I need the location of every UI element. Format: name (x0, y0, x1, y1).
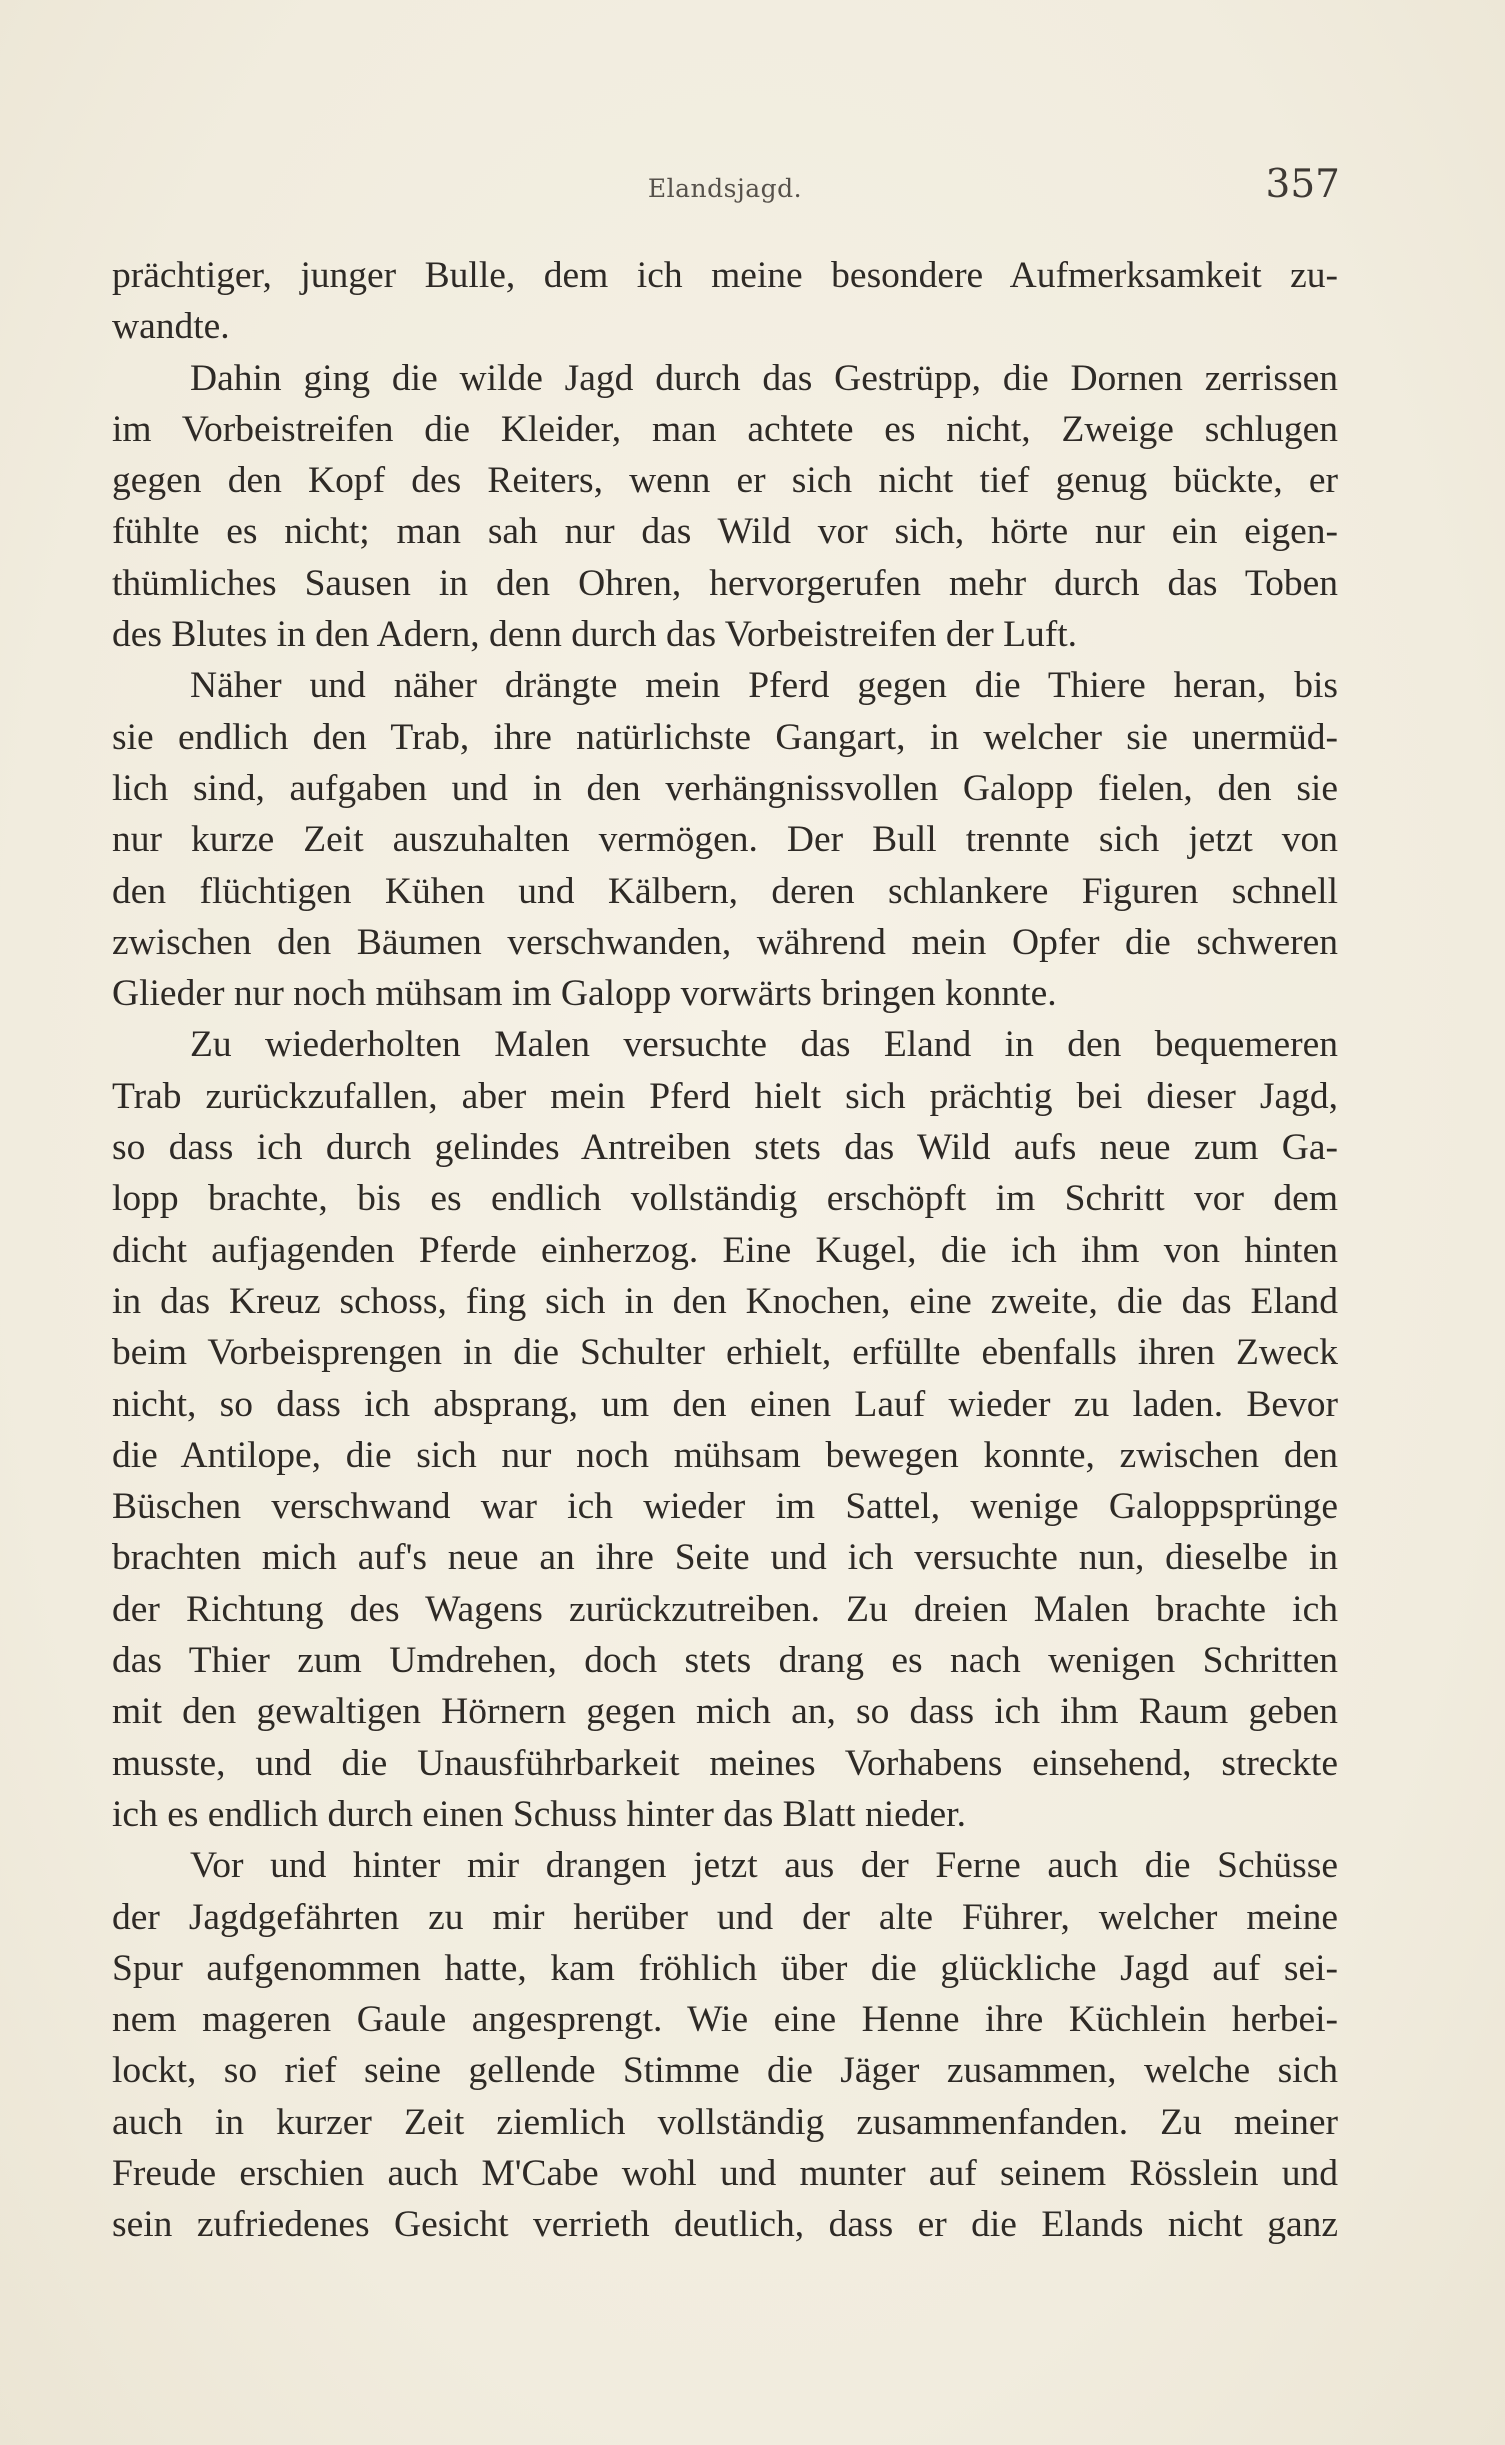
text-line: brachten mich auf's neue an ihre Seite und ich versuchte nun, dieselbe in (112, 1537, 1338, 1579)
text-line: lopp brachte, bis es endlich vollständig erschöpft im Schritt vor dem (112, 1178, 1338, 1220)
text-line: lockt, so rief seine gellende Stimme die Jäger zusammen, welche sich (112, 2050, 1338, 2092)
body-text (112, 250, 1338, 2251)
text-line: Freude erschien auch M'Cabe wohl und munter auf seinem Rösslein und (112, 2152, 1338, 2194)
text-line: Zu wiederholten Malen versuchte das Eland in den bequemeren (190, 1024, 1338, 1066)
text-line: nicht, so dass ich absprang, um den einen Lauf wieder zu laden. Bevor (112, 1383, 1338, 1425)
text-line: der Jagdgefährten zu mir herüber und der alte Führer, welcher meine (112, 1896, 1338, 1938)
text-line: Büschen verschwand war ich wieder im Sattel, wenige Galoppsprünge (112, 1486, 1338, 1528)
text-line: des Blutes in den Adern, denn durch das Vorbeistreifen der Luft. (112, 614, 1078, 656)
text-line: der Richtung des Wagens zurückzutreiben. Zu dreien Malen brachte ich (112, 1588, 1338, 1630)
text-line: prächtiger, junger Bulle, dem ich meine besondere Aufmerksamkeit zu- (112, 255, 1338, 296)
text-line: im Vorbeistreifen die Kleider, man achtete es nicht, Zweige schlugen (112, 408, 1338, 450)
text-line: sie endlich den Trab, ihre natürlichste Gangart, in welcher sie unermüd- (112, 716, 1338, 758)
text-line: Näher und näher drängte mein Pferd gegen die Thiere heran, bis (190, 665, 1338, 707)
page-number: 357 (1265, 162, 1340, 207)
text-line: Trab zurückzufallen, aber mein Pferd hielt sich prächtig bei dieser Jagd, (112, 1075, 1338, 1117)
text-line: Dahin ging die wilde Jagd durch das Gestrüpp, die Dornen zerrissen (190, 357, 1338, 399)
text-line: nem mageren Gaule angesprengt. Wie eine Henne ihre Küchlein herbei- (112, 1999, 1338, 2041)
text-line: sein zufriedenes Gesicht verrieth deutlich, dass er die Elands nicht ganz (112, 2204, 1338, 2246)
text-line: ich es endlich durch einen Schuss hinter das Blatt nieder. (112, 1793, 966, 1835)
paragraph (112, 1019, 1338, 1840)
text-line: so dass ich durch gelindes Antreiben stets das Wild aufs neue zum Ga- (112, 1127, 1338, 1169)
text-line: zwischen den Bäumen verschwanden, während mein Opfer die schweren (112, 921, 1338, 963)
paragraph (112, 250, 1338, 353)
paragraph (112, 353, 1338, 661)
text-line: gegen den Kopf des Reiters, wenn er sich nicht tief genug bückte, er (112, 460, 1338, 502)
text-line: den flüchtigen Kühen und Kälbern, deren schlankere Figuren schnell (112, 870, 1338, 912)
paragraph (112, 1840, 1338, 2250)
text-line: auch in kurzer Zeit ziemlich vollständig zusammenfanden. Zu meiner (112, 2101, 1338, 2143)
text-line: fühlte es nicht; man sah nur das Wild vor sich, hörte nur ein eigen- (112, 511, 1338, 553)
running-title: Elandsjagd. (647, 174, 803, 203)
text-line: dicht aufjagenden Pferde einherzog. Eine Kugel, die ich ihm von hinten (112, 1229, 1338, 1271)
text-line: thümliches Sausen in den Ohren, hervorgerufen mehr durch das Toben (112, 562, 1338, 604)
text-line: beim Vorbeisprengen in die Schulter erhielt, erfüllte ebenfalls ihren Zweck (112, 1332, 1338, 1374)
paragraph (112, 660, 1338, 1019)
text-line: Spur aufgenommen hatte, kam fröhlich über die glückliche Jagd auf sei- (112, 1947, 1338, 1989)
running-head (110, 162, 1340, 212)
text-line: nur kurze Zeit auszuhalten vermögen. Der Bull trennte sich jetzt von (112, 819, 1338, 861)
text-line: das Thier zum Umdrehen, doch stets drang es nach wenigen Schritten (112, 1640, 1338, 1682)
text-line: lich sind, aufgaben und in den verhängnissvollen Galopp fielen, den sie (112, 767, 1338, 809)
text-line: in das Kreuz schoss, fing sich in den Knochen, eine zweite, die das Eland (112, 1280, 1338, 1322)
text-line: mit den gewaltigen Hörnern gegen mich an, so dass ich ihm Raum geben (112, 1691, 1338, 1733)
text-line: Glieder nur noch mühsam im Galopp vorwärts bringen konnte. (112, 973, 1057, 1015)
text-line: musste, und die Unausführbarkeit meines Vorhabens einsehend, streckte (112, 1742, 1338, 1784)
text-line: Vor und hinter mir drangen jetzt aus der Ferne auch die Schüsse (190, 1845, 1338, 1887)
text-line: die Antilope, die sich nur noch mühsam bewegen konnte, zwischen den (112, 1434, 1338, 1476)
text-line: wandte. (112, 306, 230, 348)
